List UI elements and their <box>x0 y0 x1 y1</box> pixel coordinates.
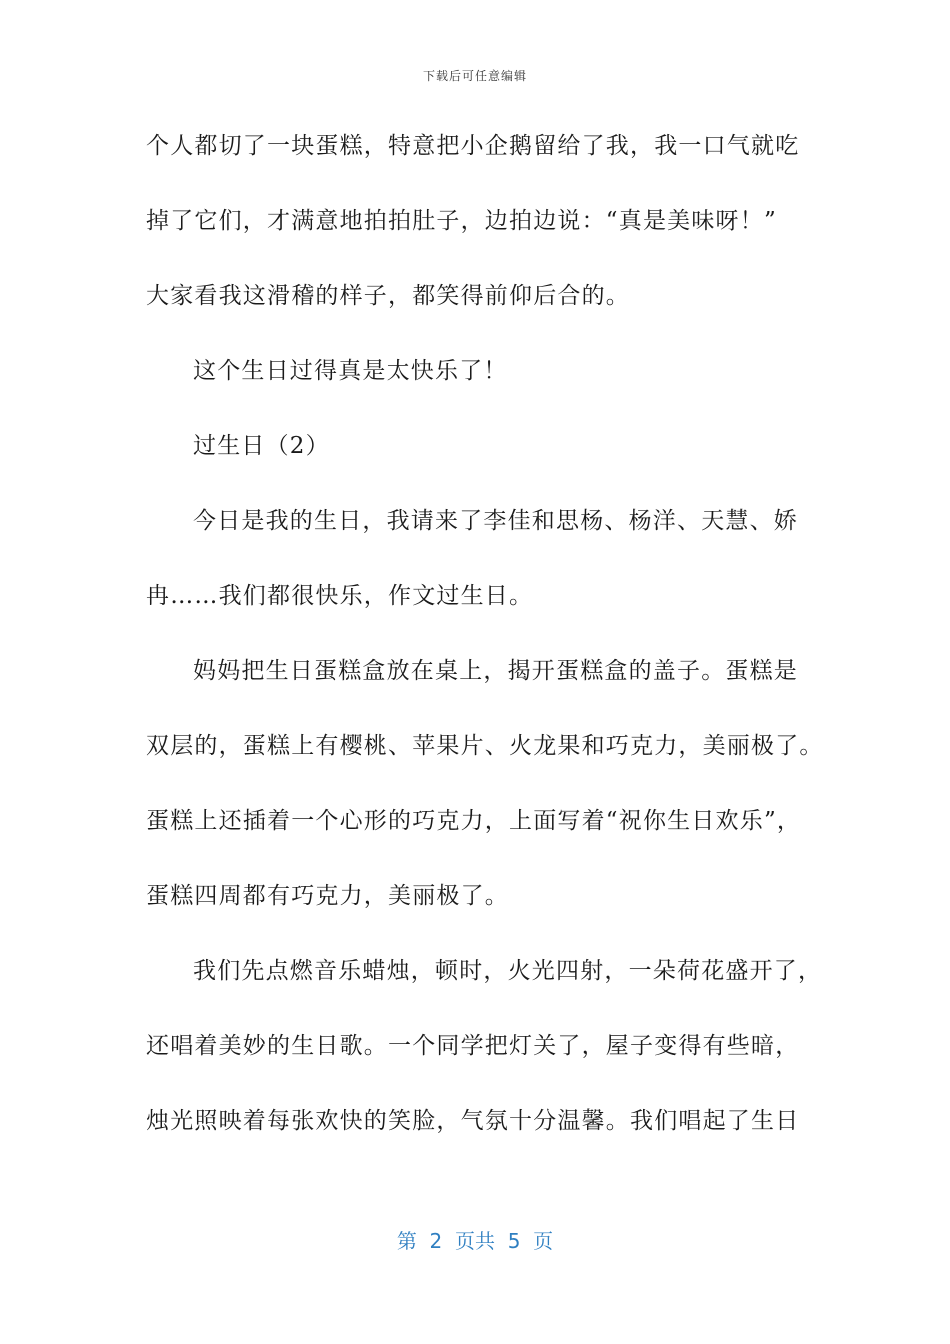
text-line: 双层的，蛋糕上有樱桃、苹果片、火龙果和巧克力，美丽极了。 <box>146 733 824 759</box>
paragraph-line: 我们先点燃音乐蜡烛，顿时，火光四射，一朵荷花盛开了， <box>193 958 823 984</box>
section-heading: 过生日（2） <box>193 433 330 459</box>
text-line: 蛋糕四周都有巧克力，美丽极了。 <box>146 883 509 909</box>
text-line: 烛光照映着每张欢快的笑脸，气氛十分温馨。我们唱起了生日 <box>146 1108 800 1134</box>
text-line: 个人都切了一块蛋糕，特意把小企鹅留给了我，我一口气就吃 <box>146 133 800 159</box>
text-line: 冉……我们都很快乐，作文过生日。 <box>146 583 534 609</box>
document-body <box>146 124 824 1174</box>
page-number: 第 2 页共 5 页 <box>396 1229 554 1253</box>
text-line: 掉了它们，才满意地拍拍肚子，边拍边说：“真是美味呀！” <box>146 208 777 234</box>
text-line: 大家看我这滑稽的样子，都笑得前仰后合的。 <box>146 283 630 309</box>
paragraph-line: 这个生日过得真是太快乐了！ <box>193 358 508 384</box>
paragraph-line: 今日是我的生日，我请来了李佳和思杨、杨洋、天慧、娇 <box>193 508 798 534</box>
text-line: 蛋糕上还插着一个心形的巧克力，上面写着“祝你生日欢乐”， <box>146 808 802 834</box>
text-line: 还唱着美妙的生日歌。一个同学把灯关了，屋子变得有些暗， <box>146 1033 800 1059</box>
paragraph-line: 妈妈把生日蛋糕盒放在桌上，揭开蛋糕盒的盖子。蛋糕是 <box>193 658 798 684</box>
page-header-note: 下载后可任意编辑 <box>422 69 527 83</box>
